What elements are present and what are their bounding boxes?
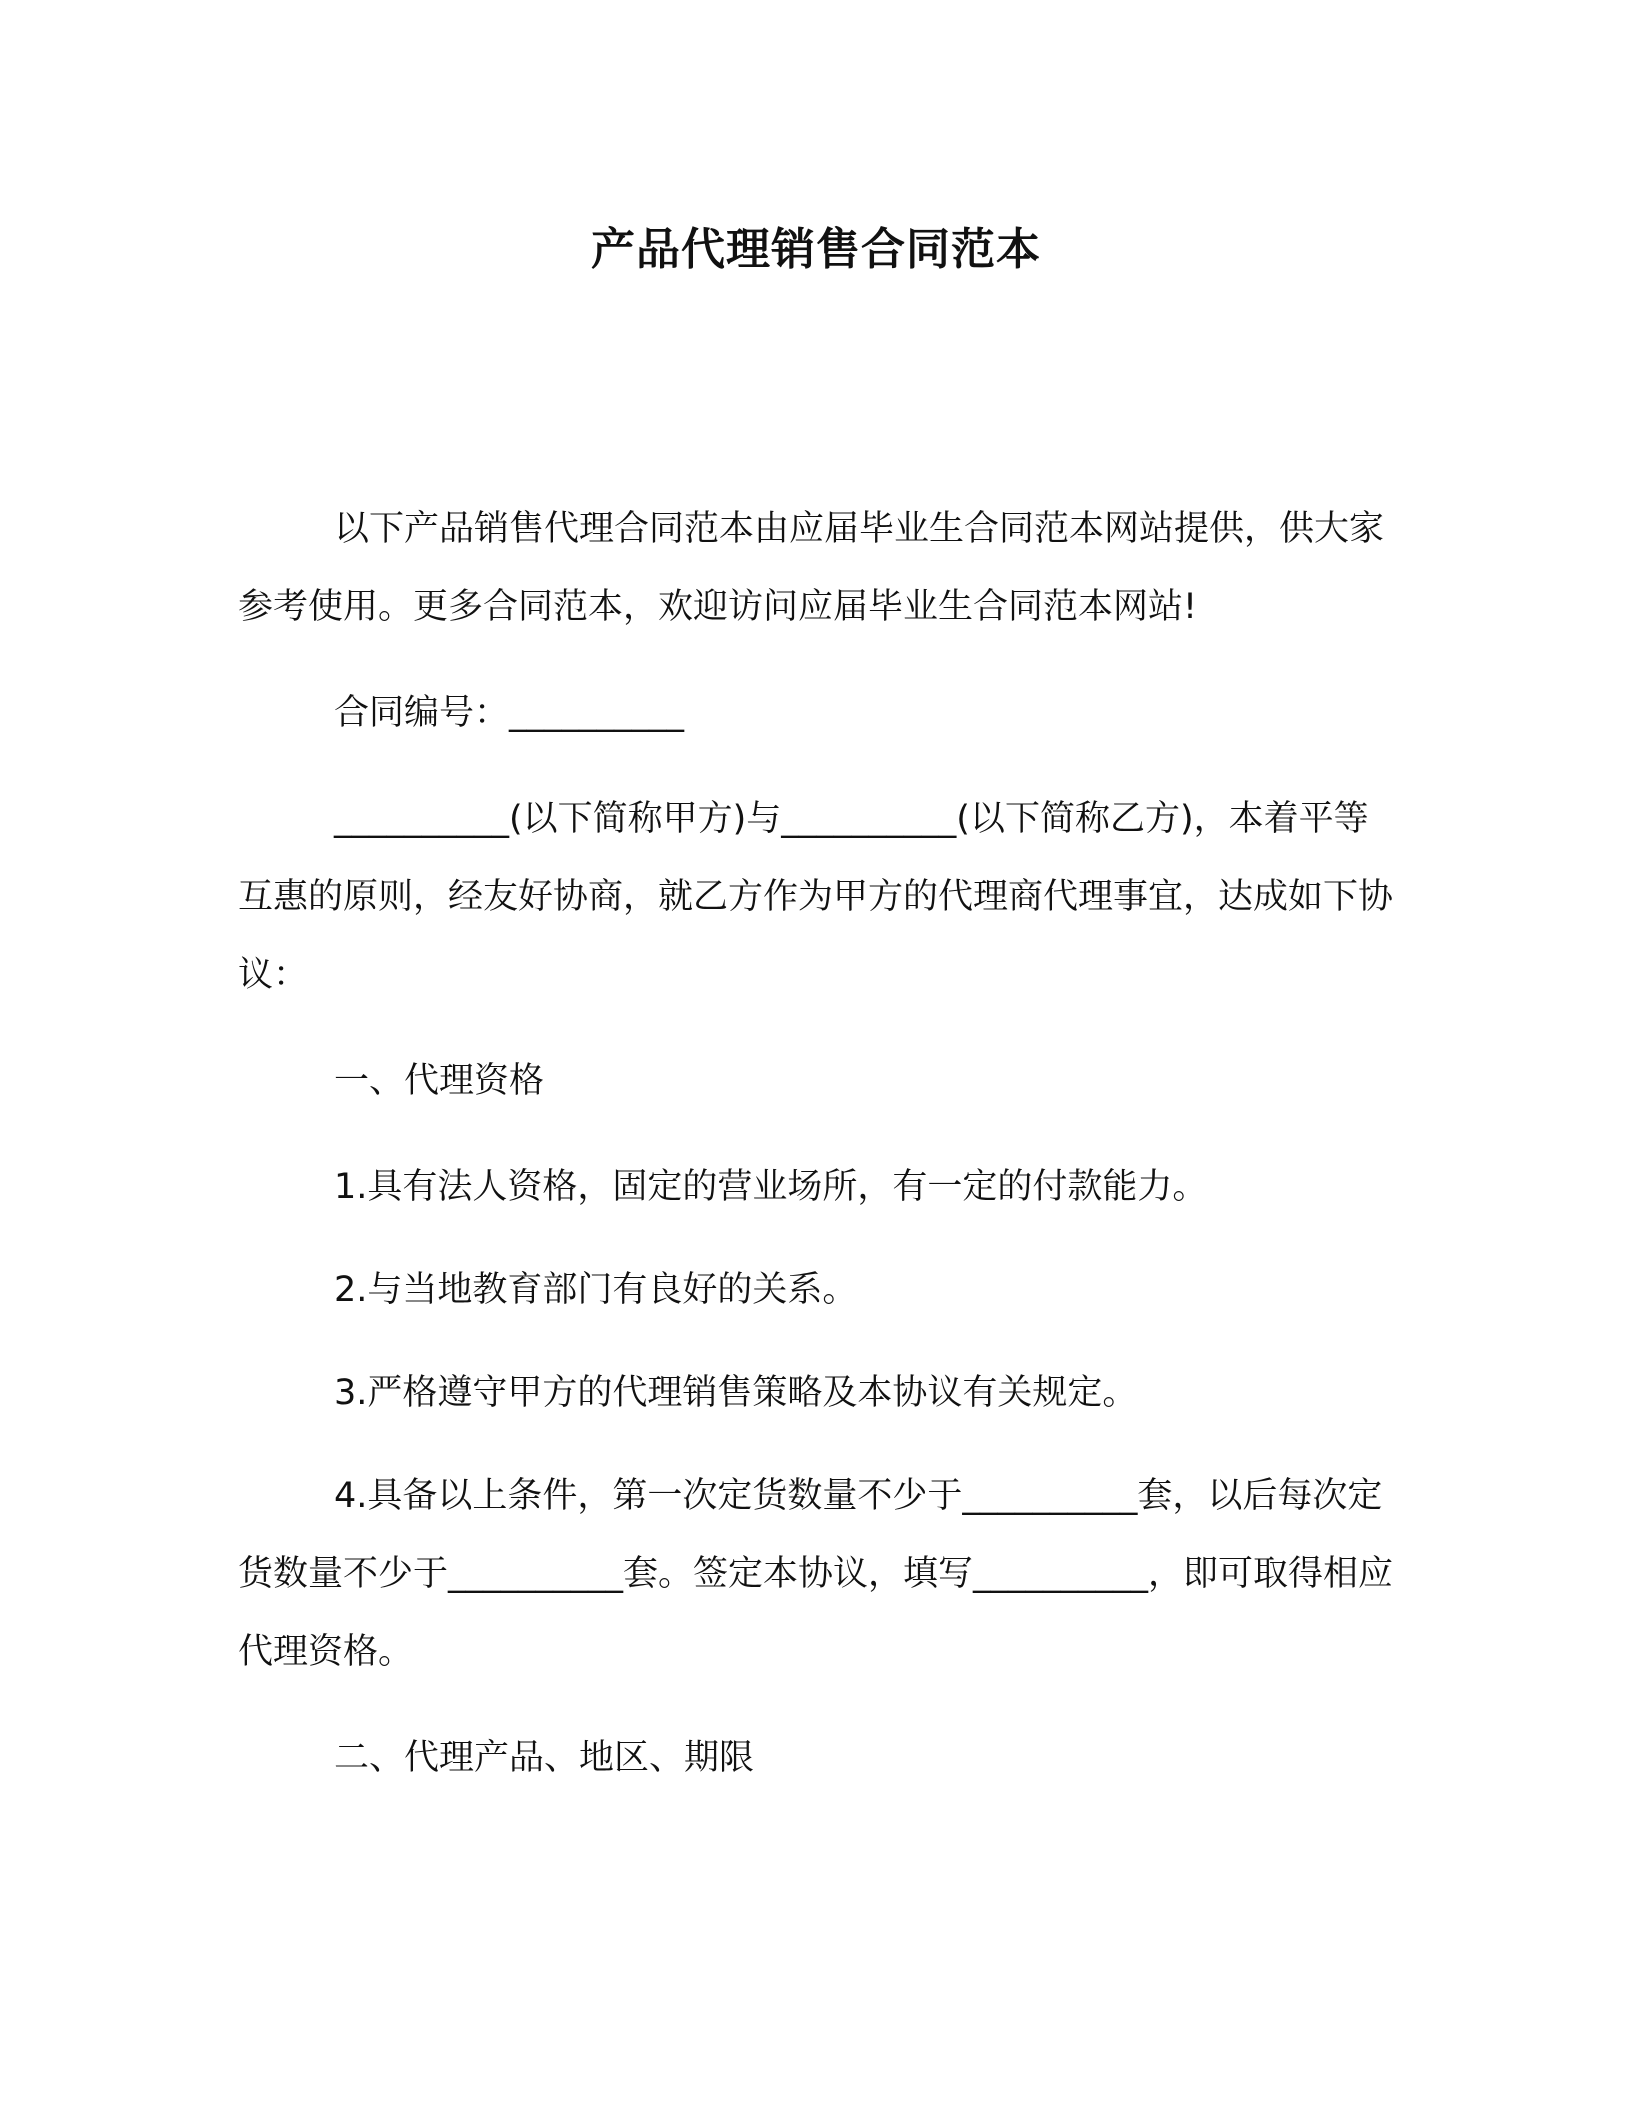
parties-paragraph: __________(以下简称甲方)与__________(以下简称乙方)，本着平等互惠的原则，经友好协商，就乙方作为甲方的代理商代理事宜，达成如下协议： — [238, 799, 1394, 995]
clause-4: 4.具备以上条件，第一次定货数量不少于__________套，以后每次定货数量不少于__________套。签定本协议，填写__________，即可取得相应代理资格。 — [238, 1476, 1394, 1672]
document-body — [238, 490, 1398, 1825]
clause-2: 2.与当地教育部门有良好的关系。 — [334, 1270, 858, 1310]
clause-3: 3.严格遵守甲方的代理销售策略及本协议有关规定。 — [334, 1373, 1138, 1413]
contract-number-line: 合同编号：__________ — [334, 693, 685, 733]
section-heading-qualification: 一、代理资格 — [334, 1061, 545, 1101]
section-heading-products: 二、代理产品、地区、期限 — [334, 1738, 755, 1778]
intro-paragraph: 以下产品销售代理合同范本由应届毕业生合同范本网站提供，供大家参考使用。更多合同范本，欢迎访问应届毕业生合同范本网站! — [238, 509, 1385, 627]
document-title: 产品代理销售合同范本 — [591, 224, 1041, 275]
clause-1: 1.具有法人资格，固定的营业场所，有一定的付款能力。 — [334, 1167, 1208, 1207]
